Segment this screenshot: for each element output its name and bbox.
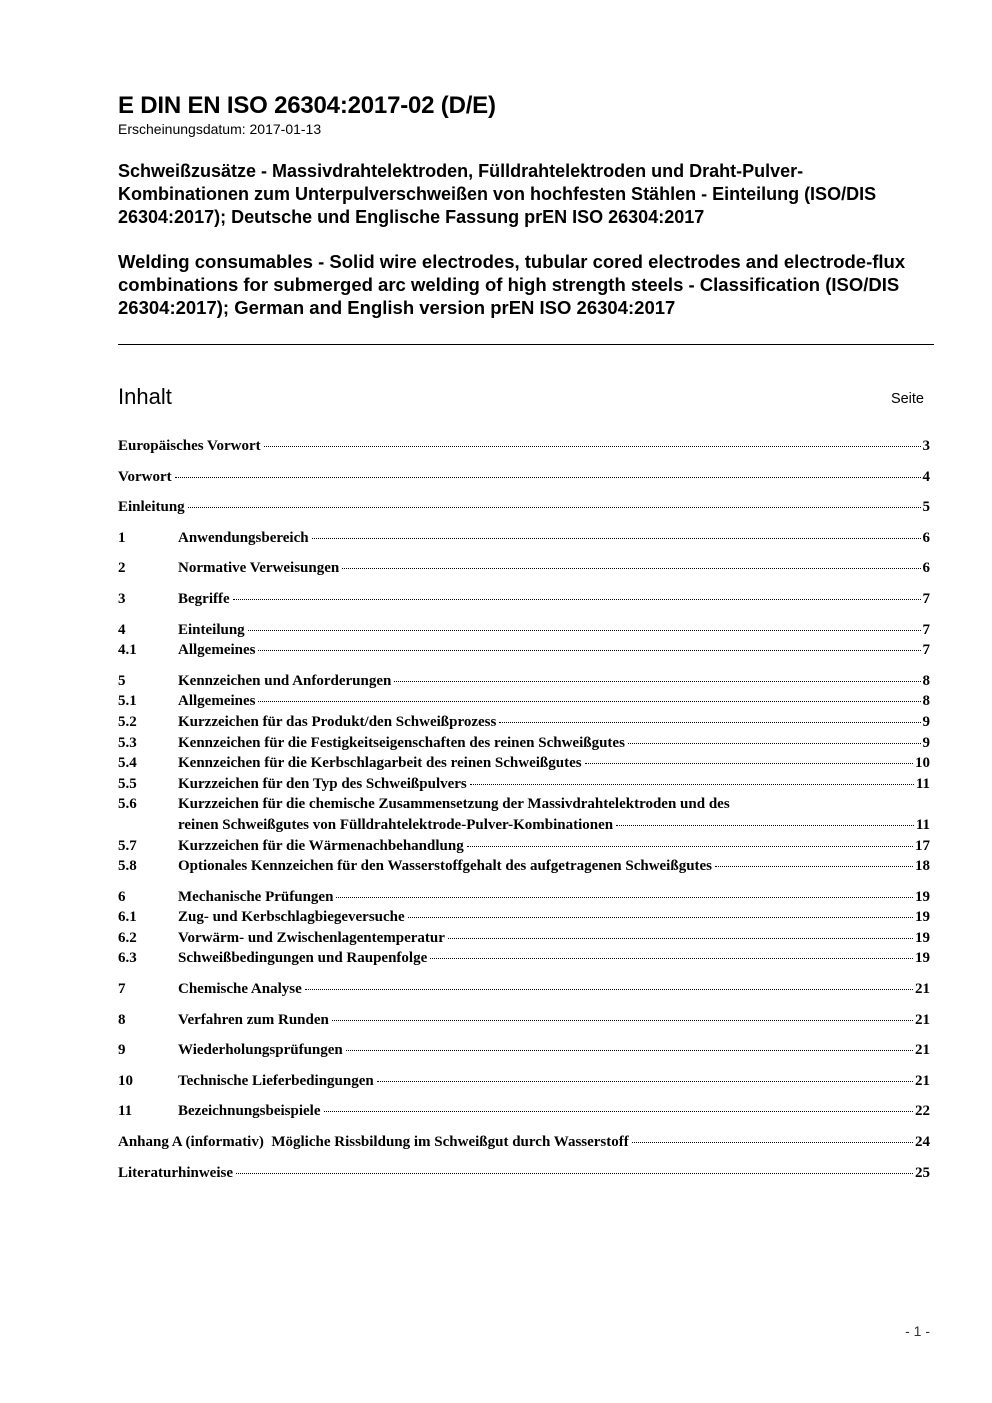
- toc-entry-number: 5.7: [118, 837, 137, 854]
- toc-entry[interactable]: [118, 796, 930, 817]
- toc-leader-dots: [342, 568, 920, 569]
- toc-leader-dots: [377, 1081, 913, 1082]
- toc-entry-number: 4: [118, 621, 126, 638]
- toc-entry-number: 3: [118, 590, 126, 607]
- toc-entry-number: 6.3: [118, 950, 137, 967]
- toc-entry-page: 5: [922, 499, 930, 516]
- toc-leader-dots: [305, 989, 913, 990]
- toc-entry-number: 5.8: [118, 858, 137, 875]
- toc-entry-title: Allgemeines: [178, 693, 256, 710]
- toc-entry-number: 6: [118, 888, 126, 905]
- toc-entry-title: Normative Verweisungen: [178, 560, 340, 577]
- toc-entry-page: 6: [922, 529, 930, 546]
- toc-entry[interactable]: [118, 889, 930, 910]
- toc-leader-dots: [175, 477, 921, 478]
- toc-entry-number: 6.2: [118, 929, 137, 946]
- toc-entry[interactable]: [118, 950, 930, 971]
- toc-entry[interactable]: [118, 838, 930, 859]
- toc-entry-page: 24: [915, 1134, 930, 1151]
- toc-entry[interactable]: [118, 673, 930, 694]
- toc-entry-page: 7: [922, 642, 930, 659]
- toc-entry[interactable]: [118, 1134, 930, 1155]
- toc-entry[interactable]: [118, 981, 930, 1002]
- toc-entry-title: Kennzeichen und Anforderungen: [178, 672, 392, 689]
- toc-entry[interactable]: [118, 1165, 930, 1186]
- toc-entry[interactable]: [118, 858, 930, 879]
- toc-entry-number: 5: [118, 672, 126, 689]
- toc-entry-title: Literaturhinweise: [118, 1164, 233, 1181]
- toc-entry[interactable]: [118, 499, 930, 520]
- toc-entry-title: Mechanische Prüfungen: [178, 888, 334, 905]
- toc-entry-page: 21: [915, 1042, 930, 1059]
- toc-leader-dots: [336, 897, 913, 898]
- toc-entry[interactable]: [118, 909, 930, 930]
- toc-leader-dots: [312, 538, 921, 539]
- toc-entry-page: 9: [922, 734, 930, 751]
- toc-entry[interactable]: [118, 1042, 930, 1063]
- toc-leader-dots: [264, 446, 921, 447]
- toc-leader-dots: [470, 784, 914, 785]
- toc-entry-page: 19: [915, 950, 930, 967]
- toc-entry-page: 4: [922, 468, 930, 485]
- toc-entry-number: 5.5: [118, 775, 137, 792]
- toc-entry-page: 8: [922, 693, 930, 710]
- toc-leader-dots: [632, 1142, 913, 1143]
- toc-leader-dots: [258, 701, 920, 702]
- toc-entry[interactable]: [118, 930, 930, 951]
- toc-entry-title: Wiederholungsprüfungen: [178, 1042, 343, 1059]
- toc-leader-dots: [346, 1050, 913, 1051]
- toc-entry-page: 19: [915, 929, 930, 946]
- toc-entry[interactable]: [118, 591, 930, 612]
- toc-entry-number: 9: [118, 1042, 126, 1059]
- toc-entry-number: 5.6: [118, 796, 137, 813]
- toc-entry-number: 5.1: [118, 693, 137, 710]
- toc-entry-title: Verfahren zum Runden: [178, 1011, 329, 1028]
- toc-entry-title-line2: reinen Schweißgutes von Fülldrahtelektrode-Pulver-Kombinationen: [178, 816, 614, 833]
- toc-entry-title-line1: Kurzzeichen für die chemische Zusammensetzung der Massivdrahtelektroden und des: [178, 796, 730, 813]
- toc-entry[interactable]: [118, 735, 930, 756]
- toc-entry-page: 11: [915, 816, 930, 833]
- toc-entry-title: Einteilung: [178, 621, 245, 638]
- toc-entry-page: 6: [922, 560, 930, 577]
- toc-entry-title: Kennzeichen für die Festigkeitseigenschaften des reinen Schweißgutes: [178, 734, 625, 751]
- toc-entry-page: 19: [915, 888, 930, 905]
- toc-entry-title: Begriffe: [178, 590, 230, 607]
- toc-entry-page: 21: [915, 1072, 930, 1089]
- toc-entry[interactable]: [118, 1073, 930, 1094]
- toc-entry-page: 7: [922, 590, 930, 607]
- toc-entry[interactable]: [118, 776, 930, 797]
- toc-leader-dots: [258, 650, 920, 651]
- toc-entry[interactable]: [118, 714, 930, 735]
- title-divider: [118, 344, 934, 345]
- toc-entry-number: 1: [118, 529, 126, 546]
- toc-entry[interactable]: [118, 642, 930, 663]
- toc-entry[interactable]: [118, 530, 930, 551]
- toc-leader-dots: [448, 938, 913, 939]
- toc-entry-page: 18: [915, 858, 930, 875]
- toc-entry-number: 2: [118, 560, 126, 577]
- toc-leader-dots: [499, 722, 920, 723]
- toc-entry-page: 19: [915, 909, 930, 926]
- toc-entry-title: Vorwärm- und Zwischenlagentemperatur: [178, 929, 445, 946]
- toc-entry-page: 11: [915, 775, 930, 792]
- toc-entry-page: 21: [915, 981, 930, 998]
- toc-entry-title: Allgemeines: [178, 642, 256, 659]
- toc-entry-page: 22: [915, 1103, 930, 1120]
- toc-entry-title: Kurzzeichen für den Typ des Schweißpulvers: [178, 775, 467, 792]
- toc-leader-dots: [467, 846, 913, 847]
- table-of-contents: [118, 438, 930, 1185]
- toc-entry-number: 8: [118, 1011, 126, 1028]
- toc-leader-dots: [394, 681, 920, 682]
- toc-entry-title: Europäisches Vorwort: [118, 438, 261, 454]
- toc-entry-title: Chemische Analyse: [178, 981, 302, 998]
- toc-leader-dots: [430, 958, 913, 959]
- toc-entry[interactable]: [118, 438, 930, 459]
- toc-entry-title: Vorwort: [118, 468, 172, 485]
- toc-leader-dots: [715, 866, 913, 867]
- toc-leader-dots: [616, 825, 914, 826]
- toc-leader-dots: [324, 1111, 913, 1112]
- toc-entry-page: 8: [922, 672, 930, 689]
- toc-entry-title: Kurzzeichen für das Produkt/den Schweißprozess: [178, 713, 497, 730]
- title-english: Welding consumables - Solid wire electrodes, tubular cored electrodes and electrode-flux combinations for submerged arc welding of high strength steels - Classification (ISO/DIS 26304:2017); German and English version prEN ISO 26304:2017: [118, 251, 906, 318]
- toc-entry[interactable]: [118, 1103, 930, 1124]
- toc-entry-title: Anwendungsbereich: [178, 529, 309, 546]
- document-title: E DIN EN ISO 26304:2017-02 (D/E): [118, 92, 496, 119]
- toc-leader-dots: [248, 630, 921, 631]
- toc-leader-dots: [585, 763, 913, 764]
- toc-entry-title: Technische Lieferbedingungen: [178, 1072, 374, 1089]
- toc-entry-page: 7: [922, 621, 930, 638]
- title-german: Schweißzusätze - Massivdrahtelektroden, Fülldrahtelektroden und Draht-Pulver-Kombinationen zum Unterpulverschweißen von hochfesten Stählen - Einteilung (ISO/DIS 26304:2017); Deutsche und Englische Fassung prEN ISO 26304:2017: [118, 161, 877, 227]
- toc-entry-title: Optionales Kennzeichen für den Wasserstoffgehalt des aufgetragenen Schweißgutes: [178, 858, 713, 875]
- toc-entry-page: 25: [915, 1164, 930, 1181]
- toc-entry[interactable]: [118, 1012, 930, 1033]
- toc-heading: Inhalt: [118, 384, 172, 409]
- toc-entry-title: Anhang A (informativ) Mögliche Rissbildung im Schweißgut durch Wasserstoff: [118, 1134, 629, 1151]
- toc-entry-number: 5.3: [118, 734, 137, 751]
- toc-entry[interactable]: [118, 693, 930, 714]
- toc-entry-number: 11: [118, 1103, 133, 1120]
- toc-leader-dots: [332, 1020, 913, 1021]
- toc-entry-continuation[interactable]: [118, 817, 930, 838]
- toc-entry-number: 6.1: [118, 909, 137, 926]
- toc-entry-title: Zug- und Kerbschlagbiegeversuche: [178, 909, 405, 926]
- toc-entry-title: Kurzzeichen für die Wärmenachbehandlung: [178, 837, 464, 854]
- toc-leader-dots: [188, 507, 921, 508]
- toc-entry-title: Schweißbedingungen und Raupenfolge: [178, 950, 428, 967]
- toc-leader-dots: [408, 917, 913, 918]
- toc-entry[interactable]: [118, 560, 930, 581]
- toc-entry-number: 4.1: [118, 642, 137, 659]
- toc-entry-number: 10: [118, 1072, 133, 1089]
- toc-entry-page: 21: [915, 1011, 930, 1028]
- toc-entry-page: 3: [922, 438, 930, 454]
- toc-entry-number: 5.4: [118, 755, 137, 772]
- toc-entry-page: 17: [915, 837, 930, 854]
- toc-entry[interactable]: [118, 622, 930, 643]
- toc-entry[interactable]: [118, 469, 930, 490]
- toc-entry-page: 10: [915, 755, 930, 772]
- toc-entry-title: Kennzeichen für die Kerbschlagarbeit des reinen Schweißgutes: [178, 755, 582, 772]
- toc-leader-dots: [233, 599, 921, 600]
- toc-page-column-heading: Seite: [890, 391, 924, 407]
- toc-entry-number: 7: [118, 981, 126, 998]
- toc-entry-number: 5.2: [118, 713, 137, 730]
- toc-entry-title: Bezeichnungsbeispiele: [178, 1103, 321, 1120]
- toc-leader-dots: [236, 1173, 913, 1174]
- issue-date: Erscheinungsdatum: 2017-01-13: [118, 121, 322, 137]
- page-number: - 1 -: [905, 1323, 930, 1339]
- toc-leader-dots: [628, 743, 921, 744]
- toc-entry-page: 9: [922, 713, 930, 730]
- toc-entry-title: Einleitung: [118, 499, 185, 516]
- toc-entry[interactable]: [118, 755, 930, 776]
